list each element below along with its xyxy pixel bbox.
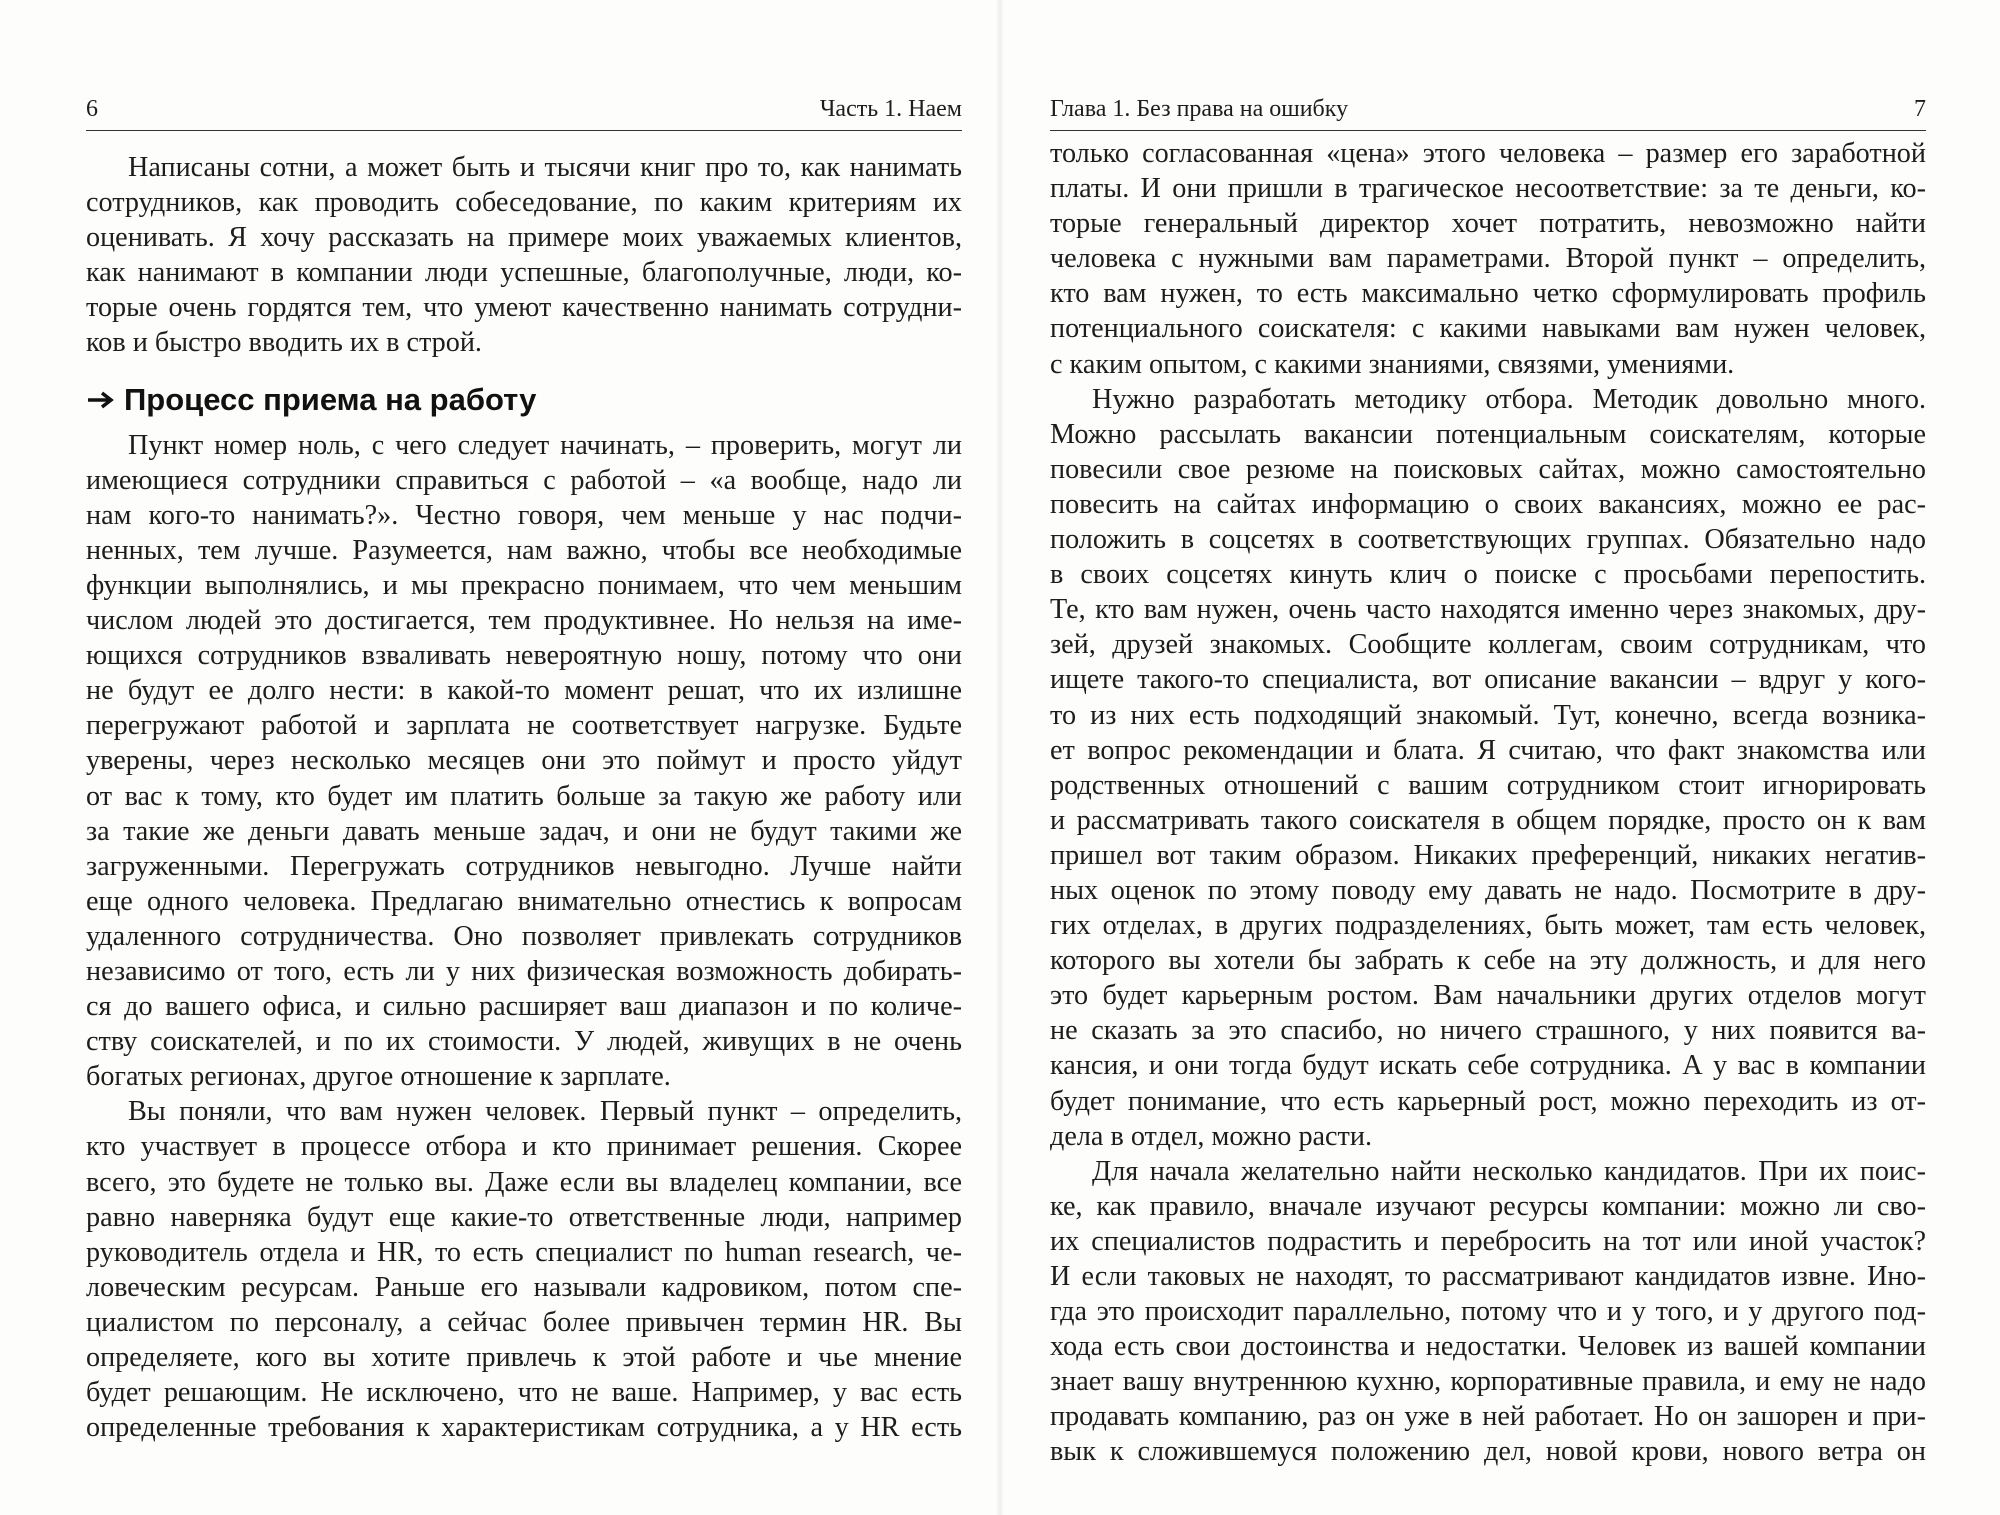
right-running-head [1050, 94, 1926, 124]
text-line: руководитель отдела и HR, то есть специалист по human research, че- [86, 1236, 962, 1268]
text-line: ся до вашего офиса, и сильно расширяет ваш диапазон и по количе- [86, 991, 962, 1023]
text-line: кто вам нужен, то есть максимально четко сформулировать профиль [1050, 278, 1926, 310]
text-line: определяете, кого вы хотите привлечь к этой работе и чье мнение [86, 1342, 962, 1373]
text-line: человека с нужными вам параметрами. Второй пункт – определить, [1050, 243, 1926, 275]
text-line: их специалистов подрастить и перебросить на тот или иной участок? [1050, 1225, 1926, 1257]
text-line: только согласованная «цена» этого человека – размер его заработной [1050, 138, 1926, 169]
text-line: Нужно разработать методику отбора. Методик довольно много. [1092, 383, 1926, 415]
text-line: удаленного сотрудничества. Оно позволяет привлекать сотрудников [86, 920, 962, 952]
text-line: продавать компанию, раз он уже в ней работает. Но он зашорен и при- [1050, 1401, 1926, 1433]
text-line: не будут ее долго нести: в какой-то момент решат, что их излишне [86, 675, 962, 707]
text-line: независимо от того, есть ли у них физическая возможность добирать- [86, 955, 962, 987]
text-line: положить в соцсетях в соответствующих группах. Обязательно надо [1050, 524, 1926, 556]
text-line: повесили свое резюме на поисковых сайтах, можно самостоятельно [1050, 453, 1926, 485]
text-line: от вас к тому, кто будет им платить больше за такую же работу или [86, 780, 962, 812]
text-line: Написаны сотни, а может быть и тысячи книг про то, как нанимать [128, 152, 962, 183]
text-line: кансия, и они тогда будут искать себе сотрудника. А у вас в компании [1050, 1050, 1926, 1082]
text-line: повесить на сайтах информацию о своих вакансиях, можно ее рас- [1050, 488, 1926, 520]
text-line: ненных, тем лучше. Разумеется, нам важно, чтобы все необходимые [86, 534, 962, 566]
text-line: имеющиеся сотрудники справиться с работой – «а вообще, надо ли [86, 464, 962, 496]
text-line: Вы поняли, что вам нужен человек. Первый пункт – определить, [128, 1096, 962, 1128]
left-page-number: 6 [86, 96, 98, 122]
text-line: ных оценок по этому поводу ему давать не надо. Посмотрите в дру- [1050, 874, 1926, 906]
text-line: циалистом по персоналу, а сейчас более привычен термин HR. Вы [86, 1306, 962, 1338]
paragraph [1050, 382, 1926, 1154]
right-page [1000, 0, 2000, 1515]
text-line: это будет карьерным ростом. Вам начальники других отделов могут [1050, 980, 1926, 1012]
left-body-text [86, 150, 962, 1445]
paragraph [86, 428, 962, 1095]
text-line: зей, друзей знакомых. Сообщите коллегам, своим сотрудникам, что [1050, 629, 1926, 661]
text-line: ков и быстро вводить их в строй. [86, 327, 482, 359]
arrow-right-icon [86, 389, 116, 411]
paragraph [1050, 136, 1926, 382]
text-line: будет решающим. Не исключено, что не ваше. Например, у вас есть [86, 1377, 962, 1409]
text-line: Для начала желательно найти несколько кандидатов. При их поис- [1092, 1155, 1926, 1187]
text-line: будет понимание, что есть карьерный рост, можно переходить из от- [1050, 1085, 1926, 1117]
text-line: ловеческим ресурсам. Раньше его называли кадровиком, потом спе- [86, 1271, 962, 1303]
text-line: Те, кто вам нужен, очень часто находятся именно через знакомых, дру- [1050, 594, 1926, 626]
right-running-title: Глава 1. Без права на ошибку [1050, 96, 1349, 122]
text-line: богатых регионах, другое отношение к зарплате. [86, 1061, 671, 1093]
text-line: оценивать. Я хочу рассказать на примере моих уважаемых клиентов, [86, 222, 962, 254]
text-line: ищете такого-то специалиста, вот описание вакансии – вдруг у кого- [1050, 664, 1926, 696]
text-line: торые генеральный директор хочет потратить, невозможно найти [1050, 208, 1926, 240]
paragraph [86, 1094, 962, 1445]
text-line: пришел вот таким образом. Никаких преференций, никаких негатив- [1050, 839, 1926, 871]
text-line: всего, это будете не только вы. Даже если вы владелец компании, все [86, 1166, 962, 1198]
left-running-head [86, 94, 962, 124]
text-line: с каким опытом, с какими знаниями, связями, умениями. [1050, 348, 1735, 380]
text-line: нам кого-то нанимать?». Честно говоря, чем меньше у нас подчи- [86, 499, 962, 531]
text-line: гда это происходит параллельно, потому что и у того, и у другого под- [1050, 1296, 1926, 1328]
text-line: загруженными. Перегружать сотрудников невыгодно. Лучше найти [86, 850, 962, 882]
text-line: еще одного человека. Предлагаю внимательно отнестись к вопросам [86, 885, 962, 917]
text-line: не сказать за это спасибо, но ничего страшного, у них появится ва- [1050, 1015, 1926, 1047]
text-line: определенные требования к характеристикам сотрудника, а у HR есть [86, 1412, 962, 1444]
left-running-title: Часть 1. Наем [819, 96, 962, 122]
text-line: которого вы хотели бы забрать к себе на эту должность, и для него [1050, 945, 1926, 977]
text-line: потенциального соискателя: с какими навыками вам нужен человек, [1050, 313, 1926, 345]
text-line: торые очень гордятся тем, что умеют качественно нанимать сотрудни- [86, 292, 962, 324]
text-line: ству соискателей, и по их стоимости. У людей, живущих в не очень [86, 1026, 962, 1058]
right-page-number: 7 [1914, 96, 1926, 122]
text-line: как нанимают в компании люди успешные, благополучные, люди, ко- [86, 257, 962, 289]
text-line: за такие же деньги давать меньше задач, и они не будут такими же [86, 815, 962, 847]
text-line: в своих соцсетях кинуть клич о поиске с просьбами перепостить. [1050, 559, 1926, 591]
text-line: равно наверняка будут еще какие-то ответственные люди, например [86, 1201, 962, 1233]
text-line: Пункт номер ноль, с чего следует начинать, – проверить, могут ли [128, 429, 962, 461]
text-line: платы. И они пришли в трагическое несоответствие: за те деньги, ко- [1050, 173, 1926, 205]
text-line: функции выполнялись, и мы прекрасно понимаем, что чем меньшим [86, 569, 962, 601]
text-line: то из них есть подходящий знакомый. Тут, конечно, всегда возника- [1050, 699, 1926, 731]
text-line: сотрудников, как проводить собеседование, по каким критериям их [86, 187, 962, 219]
text-line: Можно рассылать вакансии потенциальным соискателям, которые [1050, 418, 1926, 450]
text-line: знает вашу внутреннюю кухню, корпоративные правила, и ему не надо [1050, 1366, 1926, 1398]
text-line: перегружают работой и зарплата не соответствует нагрузке. Будьте [86, 710, 962, 742]
text-line: родственных отношений с вашим сотрудником стоит игнорировать [1050, 769, 1926, 801]
section-heading [86, 380, 962, 420]
text-line: дела в отдел, можно расти. [1050, 1120, 1373, 1152]
left-header-rule [86, 130, 962, 131]
text-line: числом людей это достигается, тем продуктивнее. Но нельзя на име- [86, 605, 962, 637]
paragraph [1050, 1154, 1926, 1470]
text-line: и рассматривать такого соискателя в общем порядке, просто он к вам [1050, 804, 1926, 836]
text-line: вык к сложившемуся положению дел, новой крови, нового ветра он [1050, 1436, 1926, 1468]
text-line: И если таковых не находят, то рассматривают кандидатов извне. Ино- [1050, 1261, 1926, 1292]
text-line: ет вопрос рекомендации и блата. Я считаю, что факт знакомства или [1050, 734, 1926, 766]
text-line: гих отделах, в других подразделениях, быть может, там есть человек, [1050, 910, 1926, 942]
text-line: хода есть свои достоинства и недостатки. Человек из вашей компании [1050, 1331, 1926, 1363]
section-heading-text: Процесс приема на работу [124, 381, 537, 417]
intro-paragraph [86, 150, 962, 361]
text-line: уверены, через несколько месяцев они это поймут и просто уйдут [86, 745, 962, 777]
text-line: кто участвует в процессе отбора и кто принимает решения. Скорее [86, 1131, 962, 1163]
text-line: ющихся сотрудников взваливать невероятную ношу, потому что они [86, 640, 962, 672]
text-line: ке, как правило, вначале изучают ресурсы компании: можно ли сво- [1050, 1190, 1926, 1222]
right-header-rule [1050, 130, 1926, 131]
right-body-text [1050, 136, 1926, 1470]
